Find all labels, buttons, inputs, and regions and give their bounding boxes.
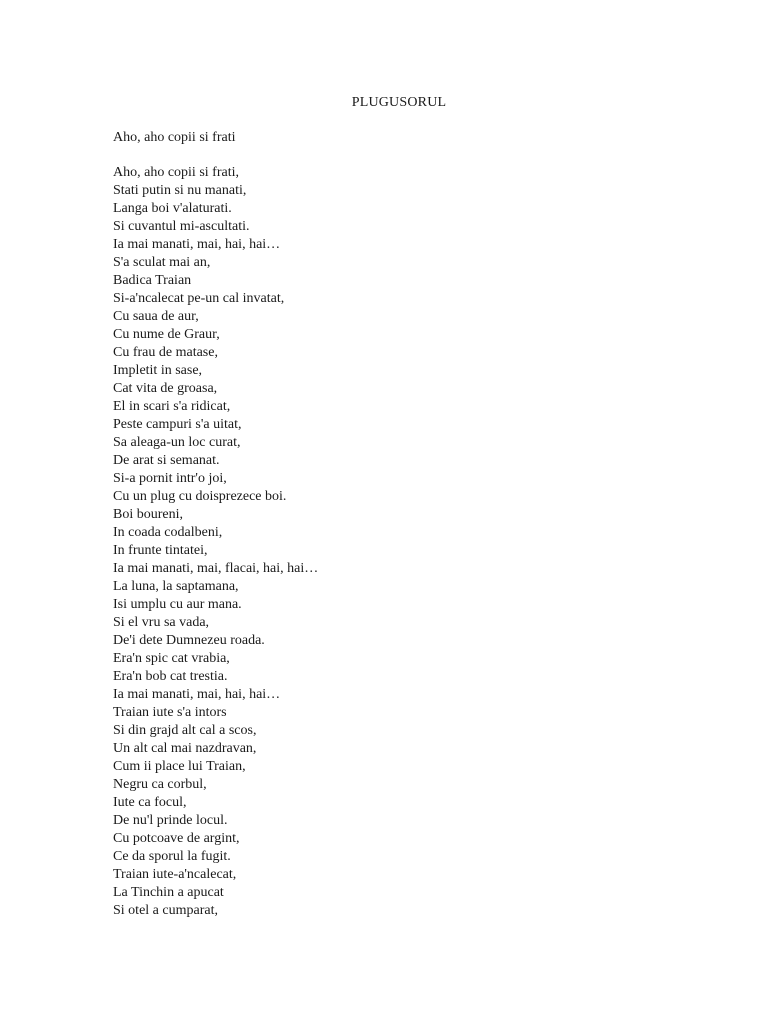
verse-line: Si din grajd alt cal a scos, (113, 723, 257, 738)
verse-line: Traian iute-a'ncalecat, (113, 867, 237, 882)
poem-verses (113, 164, 318, 920)
verse-line: Ce da sporul la fugit. (113, 849, 231, 864)
verse-line: Impletit in sase, (113, 363, 203, 378)
verse-line: Era'n spic cat vrabia, (113, 651, 230, 666)
verse-line: Sa aleaga-un loc curat, (113, 435, 241, 450)
verse-line: Aho, aho copii si frati, (113, 165, 239, 180)
verse-line: Langa boi v'alaturati. (113, 201, 232, 216)
verse-line: De arat si semanat. (113, 453, 220, 468)
verse-line: Si-a'ncalecat pe-un cal invatat, (113, 291, 285, 306)
verse-line: Cu un plug cu doisprezece boi. (113, 489, 287, 504)
verse-line: Ia mai manati, mai, flacai, hai, hai… (113, 561, 319, 576)
verse-line: Badica Traian (113, 273, 192, 288)
verse-line: Era'n bob cat trestia. (113, 669, 228, 684)
verse-line: Cat vita de groasa, (113, 381, 218, 396)
verse-line: Si otel a cumparat, (113, 903, 218, 918)
verse-line: La Tinchin a apucat (113, 885, 224, 900)
verse-line: Si-a pornit intr'o joi, (113, 471, 227, 486)
verse-line: Iute ca focul, (113, 795, 187, 810)
verse-line: El in scari s'a ridicat, (113, 399, 231, 414)
verse-line: Cum ii place lui Traian, (113, 759, 246, 774)
verse-line: In frunte tintatei, (113, 543, 208, 558)
verse-line: Si el vru sa vada, (113, 615, 210, 630)
verse-line: La luna, la saptamana, (113, 579, 239, 594)
verse-line: Cu saua de aur, (113, 309, 199, 324)
verse-line: Cu frau de matase, (113, 345, 218, 360)
verse-line: Boi boureni, (113, 507, 183, 522)
verse-line: De nu'l prinde locul. (113, 813, 228, 828)
verse-line: Traian iute s'a intors (113, 705, 227, 720)
page-title: PLUGUSORUL (351, 95, 447, 110)
verse-line: Cu potcoave de argint, (113, 831, 240, 846)
verse-line: Stati putin si nu manati, (113, 183, 247, 198)
verse-line: Negru ca corbul, (113, 777, 207, 792)
verse-line: Un alt cal mai nazdravan, (113, 741, 257, 756)
verse-line: De'i dete Dumnezeu roada. (113, 633, 265, 648)
verse-line: Ia mai manati, mai, hai, hai… (113, 687, 281, 702)
verse-line: Cu nume de Graur, (113, 327, 220, 342)
verse-line: Isi umplu cu aur mana. (113, 597, 242, 612)
verse-line: Ia mai manati, mai, hai, hai… (113, 237, 281, 252)
verse-line: Peste campuri s'a uitat, (113, 417, 242, 432)
verse-line: S'a sculat mai an, (113, 255, 211, 270)
poem-subtitle: Aho, aho copii si frati (113, 130, 236, 145)
verse-line: Si cuvantul mi-ascultati. (113, 219, 250, 234)
verse-line: In coada codalbeni, (113, 525, 223, 540)
